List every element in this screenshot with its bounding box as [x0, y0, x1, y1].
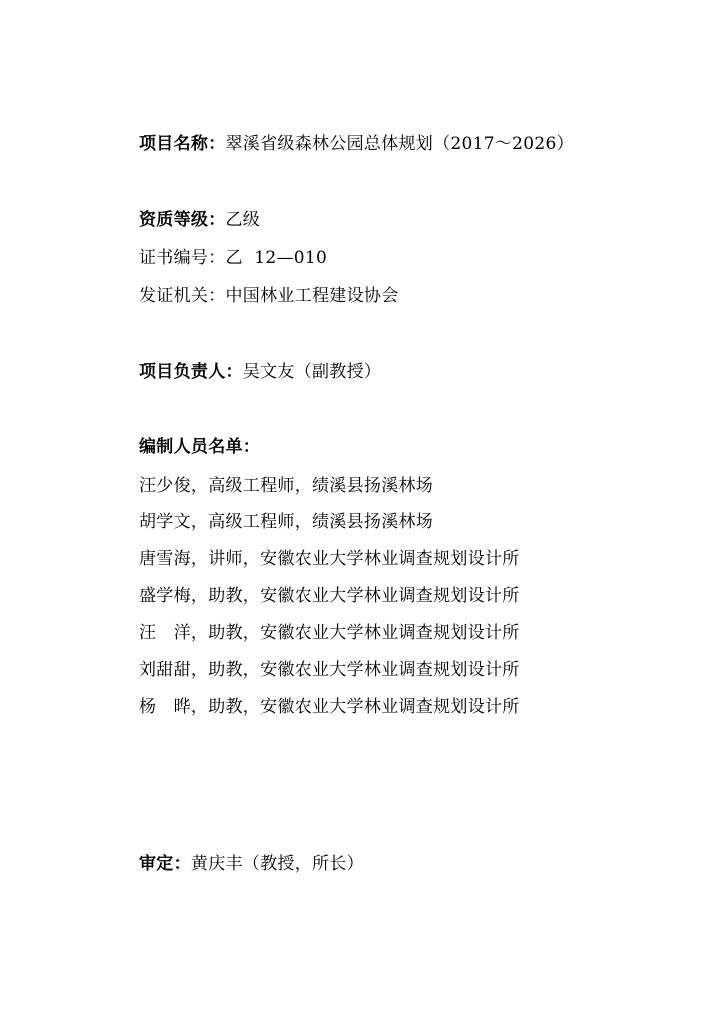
- staff-list-label: 编制人员名单：: [139, 437, 261, 457]
- issuer-label: 发证机关：: [139, 286, 226, 306]
- staff-member: 汪 洋，助教，安徽农业大学林业调查规划设计所: [139, 623, 520, 643]
- staff-member: 杨 晔，助教，安徽农业大学林业调查规划设计所: [139, 697, 520, 717]
- review-label: 审定：: [139, 854, 191, 874]
- review-line: [139, 853, 364, 875]
- project-leader-value: 吴文友（副教授）: [242, 362, 382, 382]
- project-name-label: 项目名称：: [139, 134, 226, 154]
- certificate-number-label: 证书编号：: [139, 248, 226, 268]
- staff-member: 盛学梅，助教，安徽农业大学林业调查规划设计所: [139, 586, 520, 606]
- review-value: 黄庆丰（教授，所长）: [190, 854, 364, 874]
- issuer-line: [139, 285, 399, 307]
- staff-member: 刘甜甜，助教，安徽农业大学林业调查规划设计所: [139, 660, 520, 680]
- certificate-number-line: [139, 247, 327, 269]
- qualification-grade-label: 资质等级：: [139, 210, 226, 230]
- project-name-line: [139, 133, 574, 155]
- qualification-grade-value: 乙级: [225, 210, 261, 230]
- project-leader-line: [139, 361, 381, 383]
- staff-member: 胡学文，高级工程师，绩溪县扬溪林场: [139, 512, 434, 532]
- qualification-grade-line: [139, 209, 260, 231]
- issuer-value: 中国林业工程建设协会: [225, 286, 399, 306]
- project-name-value: 翠溪省级森林公园总体规划（2017～2026）: [225, 134, 574, 154]
- staff-list-heading: [139, 436, 260, 458]
- staff-member: 唐雪海，讲师，安徽农业大学林业调查规划设计所: [139, 549, 520, 569]
- certificate-number-value: 乙 12—010: [225, 248, 328, 268]
- project-leader-label: 项目负责人：: [139, 362, 243, 382]
- staff-member: 汪少俊，高级工程师，绩溪县扬溪林场: [139, 476, 434, 496]
